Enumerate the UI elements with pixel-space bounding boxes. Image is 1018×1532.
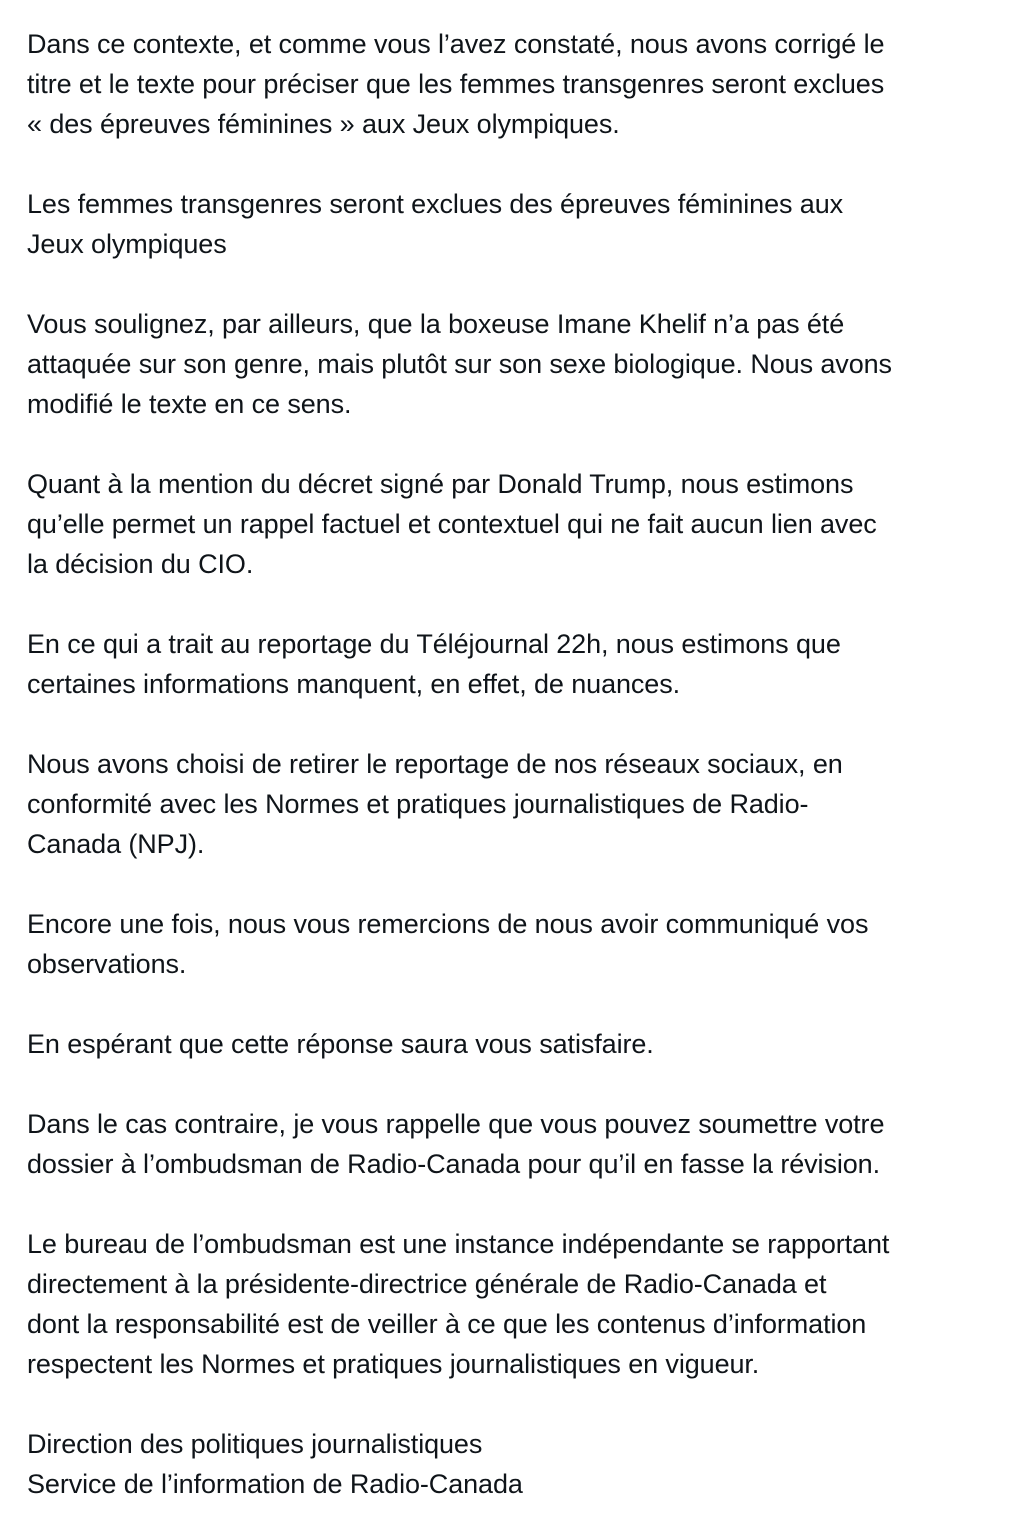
paragraph-report-removed [27,744,1002,864]
signature [27,1424,1002,1504]
paragraph-corrected-headline [27,184,1002,264]
text-line: Dans ce contexte, et comme vous l’avez constaté, nous avons corrigé le [27,29,885,59]
text-line: Les femmes transgenres seront exclues des épreuves féminines aux [27,189,844,219]
paragraph-imane-khelif [27,304,1002,424]
text-line: respectent les Normes et pratiques journalistiques en vigueur. [27,1349,760,1379]
text-line: certaines informations manquent, en effet, de nuances. [27,669,681,699]
text-line: dont la responsabilité est de veiller à ce que les contenus d’information [27,1309,867,1339]
text-line: modifié le texte en ce sens. [27,389,352,419]
text-line: directement à la présidente-directrice générale de Radio-Canada et [27,1269,827,1299]
paragraph-correction-title [27,24,1002,144]
text-line: la décision du CIO. [27,549,254,579]
text-line: titre et le texte pour préciser que les femmes transgenres seront exclues [27,69,885,99]
text-line: observations. [27,949,187,979]
paragraph-ombudsman-role [27,1224,1002,1384]
signature-line: Service de l’information de Radio-Canada [27,1469,523,1499]
text-line: En ce qui a trait au reportage du Téléjournal 22h, nous estimons que [27,629,841,659]
text-line: dossier à l’ombudsman de Radio-Canada pour qu’il en fasse la révision. [27,1149,880,1179]
paragraph-trump-decree [27,464,1002,584]
paragraph-telejournal [27,624,1002,704]
text-line: attaquée sur son genre, mais plutôt sur son sexe biologique. Nous avons [27,349,892,379]
paragraph-satisfaction [27,1024,1002,1064]
post-body-text [27,24,1002,1504]
paragraph-ombudsman-referral [27,1104,1002,1184]
text-line: Dans le cas contraire, je vous rappelle que vous pouvez soumettre votre [27,1109,885,1139]
text-line: Le bureau de l’ombudsman est une instance indépendante se rapportant [27,1229,890,1259]
paragraph-thanks [27,904,1002,984]
text-line: En espérant que cette réponse saura vous satisfaire. [27,1029,654,1059]
text-line: Vous soulignez, par ailleurs, que la boxeuse Imane Khelif n’a pas été [27,309,845,339]
text-line: Quant à la mention du décret signé par Donald Trump, nous estimons [27,469,854,499]
text-line: Nous avons choisi de retirer le reportage de nos réseaux sociaux, en [27,749,843,779]
text-line: qu’elle permet un rappel factuel et contextuel qui ne fait aucun lien avec [27,509,877,539]
text-line: « des épreuves féminines » aux Jeux olympiques. [27,109,620,139]
text-line: Jeux olympiques [27,229,227,259]
text-line: Encore une fois, nous vous remercions de nous avoir communiqué vos [27,909,869,939]
text-line: conformité avec les Normes et pratiques journalistiques de Radio- [27,789,809,819]
text-line: Canada (NPJ). [27,829,205,859]
signature-line: Direction des politiques journalistiques [27,1429,483,1459]
